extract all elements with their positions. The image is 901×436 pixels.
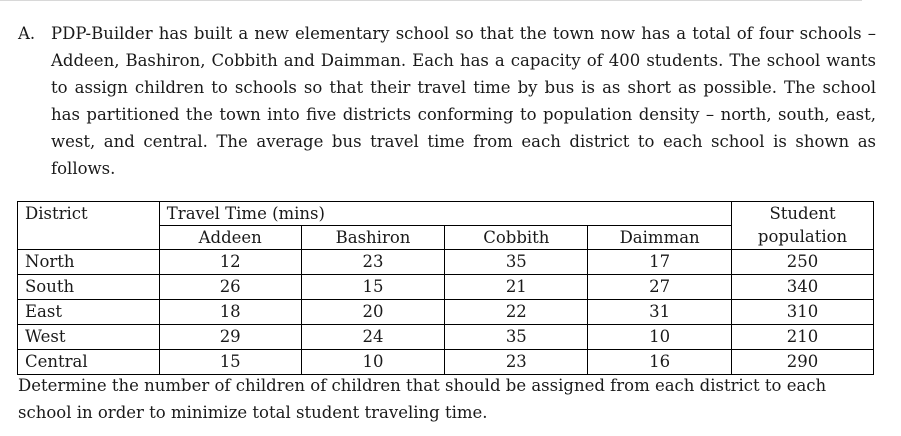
time-cell: 23	[301, 250, 445, 275]
time-cell: 35	[445, 325, 588, 350]
population-header	[732, 202, 874, 250]
time-cell: 23	[445, 350, 588, 375]
time-cell: 35	[445, 250, 588, 275]
district-cell: East	[18, 300, 160, 325]
time-cell: 10	[301, 350, 445, 375]
population-header-label: Student population	[757, 204, 848, 246]
table-row	[18, 250, 874, 275]
school-header-cobbith: Cobbith	[445, 226, 588, 250]
table-row	[18, 325, 874, 350]
school-header-addeen: Addeen	[159, 226, 301, 250]
time-cell: 16	[588, 350, 732, 375]
time-cell: 18	[159, 300, 301, 325]
time-cell: 24	[301, 325, 445, 350]
population-cell: 290	[732, 350, 874, 375]
time-cell: 31	[588, 300, 732, 325]
question-text: Determine the number of children of children that should be assigned from each district to each school in order to minimize total student traveling time.	[18, 376, 827, 422]
population-cell: 250	[732, 250, 874, 275]
time-cell: 27	[588, 275, 732, 300]
time-cell: 26	[159, 275, 301, 300]
time-cell: 21	[445, 275, 588, 300]
time-cell: 20	[301, 300, 445, 325]
travel-time-header: Travel Time (mins)	[159, 202, 731, 226]
top-divider	[0, 0, 862, 1]
problem-marker: A.	[18, 24, 36, 43]
district-cell: South	[18, 275, 160, 300]
time-cell: 29	[159, 325, 301, 350]
table-header-row	[18, 202, 874, 226]
problem-statement	[18, 20, 876, 182]
time-cell: 17	[588, 250, 732, 275]
problem-text: PDP-Builder has built a new elementary school so that the town now has a total of four schools – Addeen, Bashiron, Cobbith and Daimman. Each has a capacity of 400 students. The school wants to assign children to schools so that their travel time by bus is as short as possible. The school has partitioned the town into five districts conforming to population density – north, south, east, west, and central. The average bus travel time from each district to each school is shown as follows.	[51, 24, 876, 178]
time-cell: 12	[159, 250, 301, 275]
travel-time-table	[17, 201, 874, 375]
table-row	[18, 350, 874, 375]
population-cell: 340	[732, 275, 874, 300]
district-cell: North	[18, 250, 160, 275]
table-row	[18, 275, 874, 300]
time-cell: 22	[445, 300, 588, 325]
district-cell: West	[18, 325, 160, 350]
district-cell: Central	[18, 350, 160, 375]
table-row	[18, 300, 874, 325]
time-cell: 15	[159, 350, 301, 375]
population-cell: 210	[732, 325, 874, 350]
time-cell: 10	[588, 325, 732, 350]
school-header-bashiron: Bashiron	[301, 226, 445, 250]
school-header-daimman: Daimman	[588, 226, 732, 250]
population-cell: 310	[732, 300, 874, 325]
time-cell: 15	[301, 275, 445, 300]
district-header: District	[18, 202, 160, 250]
